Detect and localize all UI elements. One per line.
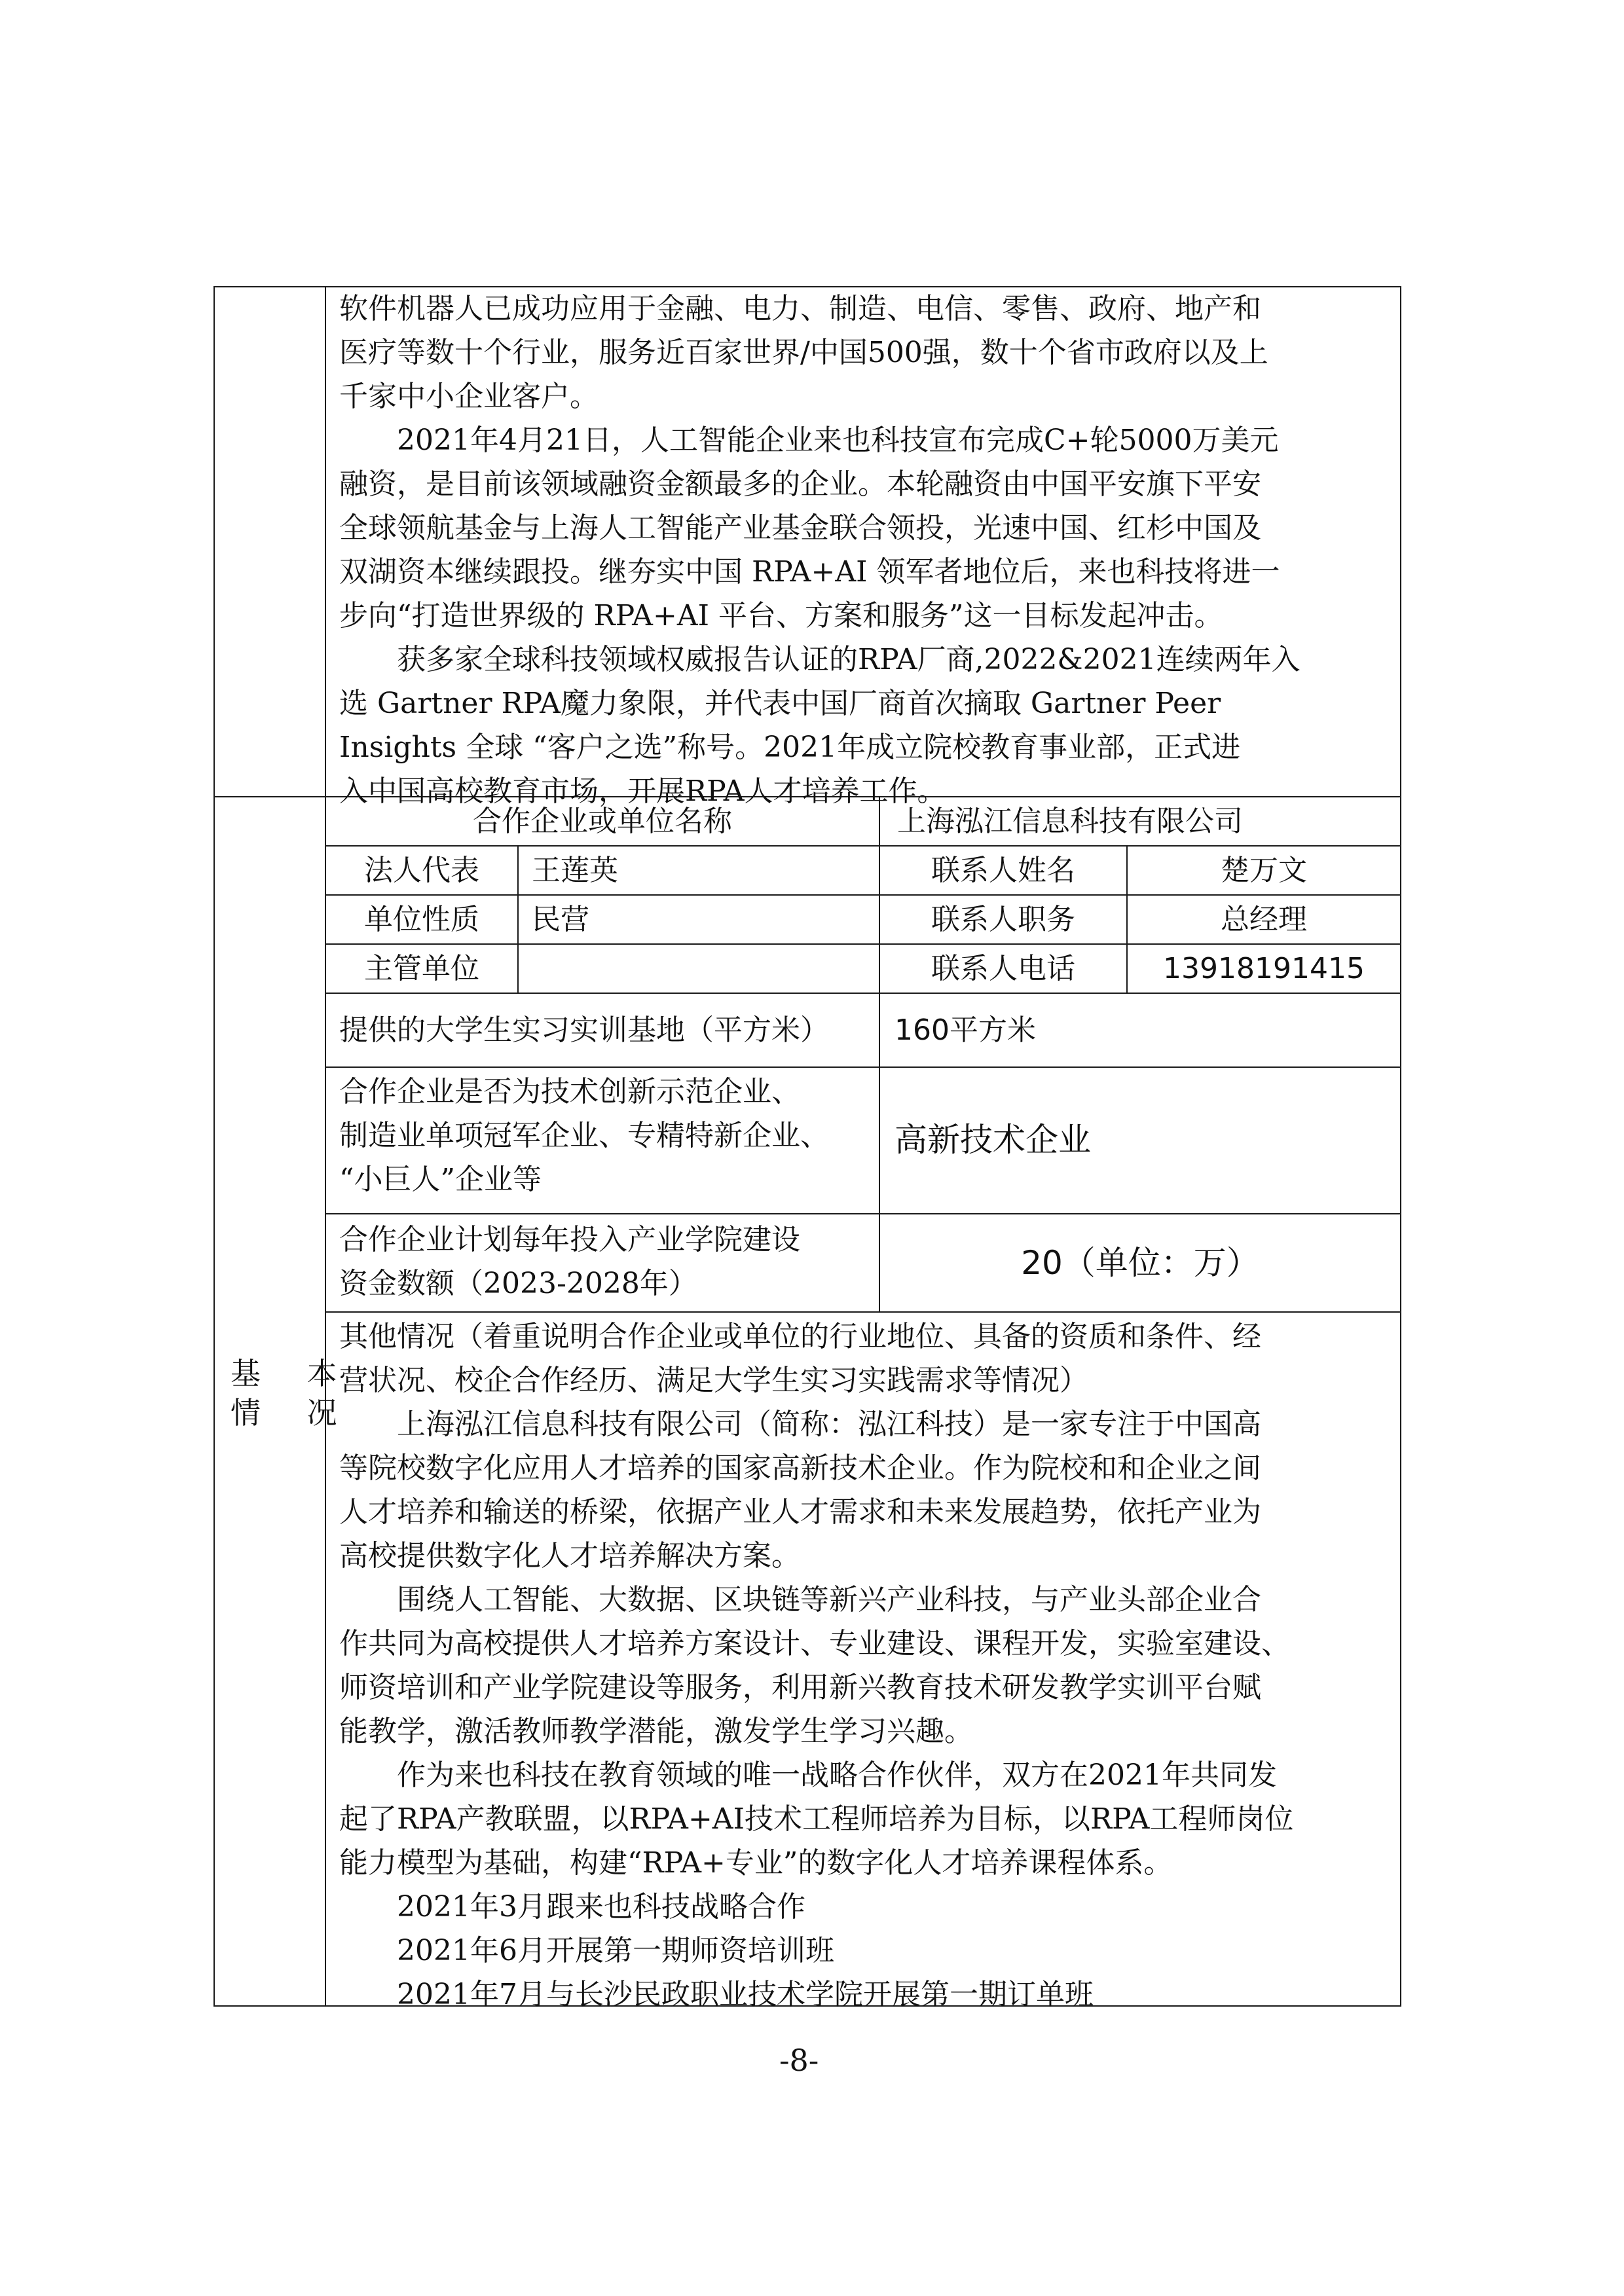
base-value: 160平方米 xyxy=(895,1013,1036,1047)
text-line: 上海泓江信息科技有限公司（简称：泓江科技）是一家专注于中国高 xyxy=(339,1408,1261,1441)
demo-label-line: 合作企业是否为技术创新示范企业、 xyxy=(339,1075,800,1108)
text-line: 能力模型为基础，构建“RPA+专业”的数字化人才培养课程体系。 xyxy=(339,1846,1173,1880)
demo-value: 高新技术企业 xyxy=(895,1121,1091,1159)
text-line: 2021年7月与长沙民政职业技术学院开展第一期订单班 xyxy=(339,1978,1094,2011)
text-line: 入中国高校教育市场，开展RPA人才培养工作。 xyxy=(339,774,946,808)
demo-label xyxy=(339,1070,829,1201)
supervisor-label: 主管单位 xyxy=(364,952,479,985)
text-line: 起了RPA产教联盟，以RPA+AI技术工程师培养为目标，以RPA工程师岗位 xyxy=(339,1802,1294,1836)
section-label-line-2: 情 况 xyxy=(231,1395,356,1430)
invest-value: 20（单位：万） xyxy=(1021,1244,1259,1282)
nature-value: 民营 xyxy=(532,903,589,936)
top-label-cell xyxy=(213,286,326,797)
nature-label: 单位性质 xyxy=(364,903,479,936)
contact-title-value: 总经理 xyxy=(1221,903,1307,936)
top-text-block xyxy=(339,287,1301,813)
partner-label: 合作企业或单位名称 xyxy=(473,805,732,838)
demo-label-line: “小巨人”企业等 xyxy=(339,1163,542,1196)
supervisor-value-cell xyxy=(517,943,880,994)
text-line: 融资，是目前该领域融资金额最多的企业。本轮融资由中国平安旗下平安 xyxy=(339,467,1261,501)
legal-rep-label: 法人代表 xyxy=(364,854,479,887)
text-line: 2021年6月开展第一期师资培训班 xyxy=(339,1934,834,1967)
text-line: 获多家全球科技领域权威报告认证的RPA厂商,2022&2021连续两年入 xyxy=(339,643,1301,676)
text-line: 选 Gartner RPA魔力象限，并代表中国厂商首次摘取 Gartner Peer xyxy=(339,687,1221,720)
text-line: 围绕人工智能、大数据、区块链等新兴产业科技，与产业头部企业合 xyxy=(339,1583,1261,1616)
text-line: 全球领航基金与上海人工智能产业基金联合领投，光速中国、红杉中国及 xyxy=(339,511,1261,545)
contact-phone-value: 13918191415 xyxy=(1163,952,1365,985)
section-label xyxy=(231,1354,356,1432)
text-line: 等院校数字化应用人才培养的国家高新技术企业。作为院校和和企业之间 xyxy=(339,1451,1261,1485)
text-line: Insights 全球 “客户之选”称号。2021年成立院校教育事业部，正式进 xyxy=(339,731,1241,764)
base-label: 提供的大学生实习实训基地（平方米） xyxy=(339,1013,829,1047)
text-line: 千家中小企业客户。 xyxy=(339,380,599,413)
text-line: 医疗等数十个行业，服务近百家世界/中国500强，数十个省市政府以及上 xyxy=(339,336,1268,369)
text-line: 2021年4月21日，人工智能企业来也科技宣布完成C+轮5000万美元 xyxy=(339,424,1279,457)
contact-phone-label: 联系人电话 xyxy=(931,952,1075,985)
text-line: 高校提供数字化人才培养解决方案。 xyxy=(339,1539,800,1573)
text-line: 作为来也科技在教育领域的唯一战略合作伙伴，双方在2021年共同发 xyxy=(339,1758,1277,1792)
text-line: 双湖资本继续跟投。继夯实中国 RPA+AI 领军者地位后，来也科技将进一 xyxy=(339,555,1280,589)
invest-label-line: 资金数额（2023-2028年） xyxy=(339,1267,697,1300)
invest-label-line: 合作企业计划每年投入产业学院建设 xyxy=(339,1223,800,1256)
page-number: -8- xyxy=(779,2043,819,2078)
text-line: 师资培训和产业学院建设等服务，利用新兴教育技术研发教学实训平台赋 xyxy=(339,1671,1261,1704)
text-line: 能教学，激活教师教学潜能，激发学生学习兴趣。 xyxy=(339,1715,973,1748)
section-label-line-1: 基 本 xyxy=(231,1356,356,1391)
other-text-block xyxy=(339,1315,1293,2016)
contact-title-label: 联系人职务 xyxy=(931,903,1075,936)
contact-name-label: 联系人姓名 xyxy=(931,854,1075,887)
demo-label-line: 制造业单项冠军企业、专精特新企业、 xyxy=(339,1119,829,1152)
legal-rep-value: 王莲英 xyxy=(532,854,618,887)
text-line: 其他情况（着重说明合作企业或单位的行业地位、具备的资质和条件、经 xyxy=(339,1320,1261,1353)
text-line: 人才培养和输送的桥梁，依据产业人才需求和未来发展趋势，依托产业为 xyxy=(339,1495,1261,1529)
text-line: 软件机器人已成功应用于金融、电力、制造、电信、零售、政府、地产和 xyxy=(339,292,1261,325)
text-line: 步向“打造世界级的 RPA+AI 平台、方案和服务”这一目标发起冲击。 xyxy=(339,599,1223,632)
invest-label xyxy=(339,1218,800,1305)
partner-value: 上海泓江信息科技有限公司 xyxy=(897,805,1243,838)
text-line: 2021年3月跟来也科技战略合作 xyxy=(339,1890,805,1923)
contact-name-value: 楚万文 xyxy=(1221,854,1307,887)
text-line: 作共同为高校提供人才培养方案设计、专业建设、课程开发，实验室建设、 xyxy=(339,1627,1290,1660)
text-line: 营状况、校企合作经历、满足大学生实习实践需求等情况） xyxy=(339,1364,1088,1397)
